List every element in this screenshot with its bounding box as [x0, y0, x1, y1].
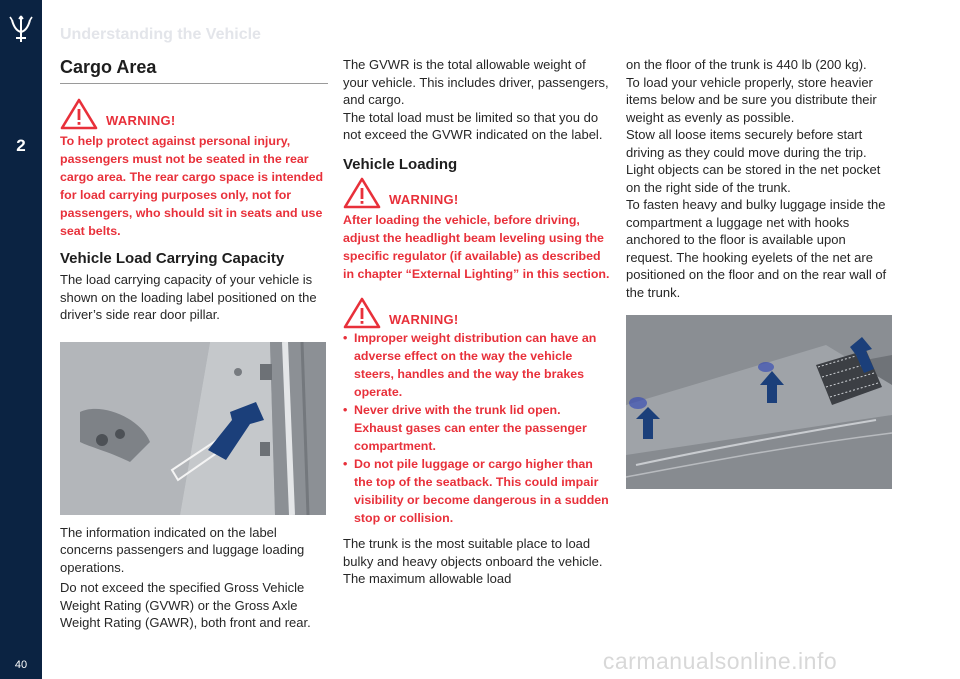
warning-3-header: [343, 297, 611, 329]
door-pillar-illustration: [60, 342, 326, 515]
subheading-load-capacity: Vehicle Load Carrying Capacity: [60, 249, 285, 267]
paragraph: Do not exceed the specified Gross Vehicle Weight Rating (GVWR) or the Gross Axle Weight Rating (GAWR), both front and rear.: [60, 580, 311, 630]
warning-2-label: WARNING!: [389, 192, 459, 207]
paragraph: To load your vehicle properly, store heavier items below and be sure you distribute their weight as evenly as possible.: [626, 74, 877, 125]
warning-1-text: To help protect against personal injury, passengers must not be seated in the rear cargo area. The rear cargo space is intended for load carrying purposes only, not for passengers, who should sit in seats and use seat belts.: [60, 133, 324, 238]
paragraph: The trunk is the most suitable place to load bulky and heavy objects onboard the vehicle. The maximum allowable load: [343, 536, 603, 586]
trident-logo-icon: [8, 14, 34, 44]
chapter-number: 2: [16, 136, 26, 155]
paragraph: Light objects can be stored in the net pocket on the right side of the trunk.: [626, 162, 881, 195]
paragraph: The information indicated on the label concerns passengers and luggage loading operations.: [60, 524, 305, 575]
paragraph: The load carrying capacity of your vehicle is shown on the loading label positioned on the driver’s side rear door pillar.: [60, 272, 317, 322]
watermark: carmanualsonline.info: [602, 648, 838, 674]
list-item: • Never drive with the trunk lid open. Exhaust gases can enter the passenger compartment.: [343, 401, 611, 455]
trunk-illustration: [626, 315, 892, 489]
chapter-sidebar: [0, 0, 42, 679]
column-2: [343, 56, 611, 588]
warning-2-text: After loading the vehicle, before driving, adjust the headlight beam leveling using the specific regulator (if available) as described in chapter “External Lighting” in this section.: [343, 213, 610, 281]
warning-triangle-icon: [60, 98, 98, 130]
warning-3-label: WARNING!: [389, 312, 459, 327]
column-1: [60, 56, 328, 632]
warning-3-list: [343, 329, 611, 527]
page-number: 40: [14, 659, 28, 671]
paragraph: To fasten heavy and bulky luggage inside the compartment a luggage net with hooks anchored to the floor is available upon request. The hooking eyelets of the net are positioned on the floor and on the rear wall of the trunk.: [626, 197, 887, 300]
warning-triangle-icon: [343, 297, 381, 329]
paragraph: Stow all loose items securely before start driving as they could move during the trip.: [626, 127, 867, 160]
paragraph: on the floor of the trunk is 440 lb (200 kg).: [626, 57, 867, 72]
warning-triangle-icon: [343, 177, 381, 209]
paragraph: The GVWR is the total allowable weight of your vehicle. This includes driver, passengers, and cargo.: [343, 57, 609, 107]
list-item: • Improper weight distribution can have an adverse effect on the way the vehicle steers, handles and the way the brakes operate.: [343, 329, 611, 401]
running-header: Understanding the Vehicle: [60, 26, 261, 43]
list-item: • Do not pile luggage or cargo higher than the top of the seatback. This could impair visibility or become dangerous in a sudden stop or collision.: [343, 455, 611, 527]
section-title: Cargo Area: [60, 56, 328, 84]
warning-2-header: [343, 177, 611, 209]
subheading-vehicle-loading: Vehicle Loading: [343, 155, 458, 173]
warning-1-header: [60, 98, 328, 130]
warning-1-label: WARNING!: [106, 112, 176, 128]
paragraph: The total load must be limited so that you do not exceed the GVWR indicated on the label.: [343, 109, 603, 142]
column-3: [626, 56, 894, 489]
